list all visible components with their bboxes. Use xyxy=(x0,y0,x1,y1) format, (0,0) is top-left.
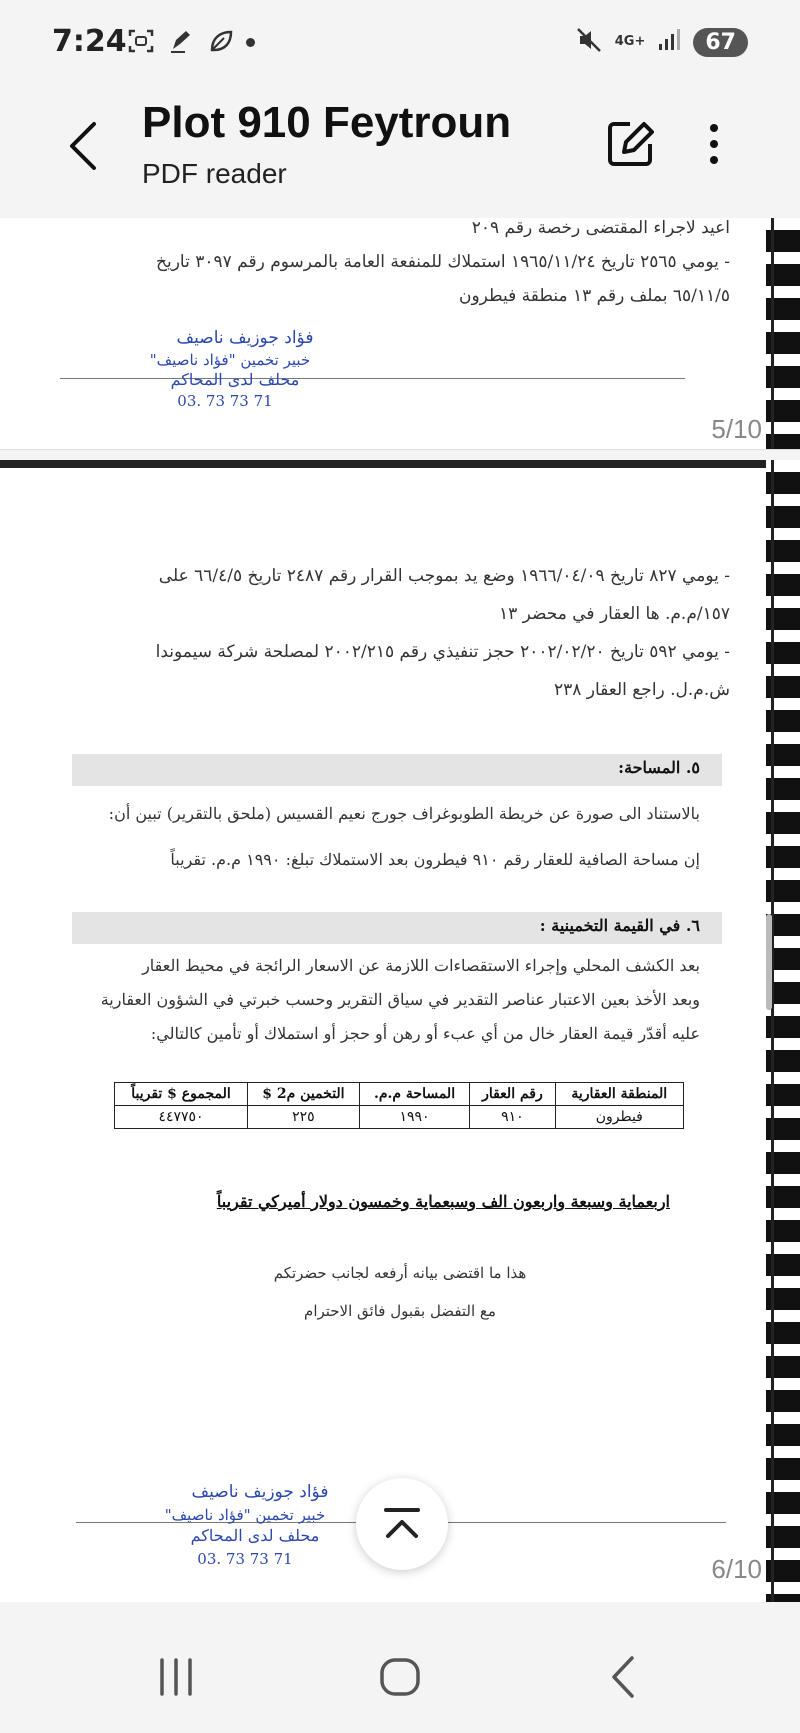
signal-icon xyxy=(657,28,681,56)
mute-icon xyxy=(575,26,603,58)
section5-bullet: إن مساحة الصافية للعقار رقم ٩١٠ فيطرون بعد الاستملاك تبلغ: ١٩٩٠ م.م. تقريباً xyxy=(170,850,700,869)
back-button[interactable] xyxy=(64,116,104,176)
table-row xyxy=(115,1106,684,1129)
signature-title: خبير تخمين "فؤاد ناصيف" xyxy=(149,351,311,369)
notification-dot-icon xyxy=(246,38,255,47)
screenshot-icon xyxy=(128,28,154,54)
signature-phone: 03. 73 73 71 xyxy=(197,1550,293,1568)
signature-name: فؤاد جوزيف ناصيف xyxy=(191,1482,329,1502)
system-nav-bar xyxy=(0,1618,800,1733)
table-cell: ١٩٩٠ xyxy=(359,1106,469,1129)
page5-line: اعيد لاجراء المقتضى رخصة رقم ٢٠٩ xyxy=(471,218,730,238)
section6-title: ٦. في القيمة التخمينية : xyxy=(539,916,700,935)
pdf-page-6 xyxy=(0,460,800,1602)
signature-name: فؤاد جوزيف ناصيف xyxy=(176,328,314,348)
more-options-button[interactable] xyxy=(700,122,728,166)
page6-line: - يومي ٨٢٧ تاريخ ١٩٦٦/٠٤/٠٩ وضع يد بموجب القرار رقم ٢٤٨٧ تاريخ ٦٦/٤/٥ على xyxy=(158,566,730,586)
signature-title: خبير تخمين "فؤاد ناصيف" xyxy=(164,1506,326,1524)
scroll-to-top-button[interactable] xyxy=(356,1478,448,1570)
recent-apps-icon xyxy=(148,1652,204,1702)
table-header: المجموع $ تقريباً xyxy=(115,1083,248,1106)
closing-line: مع التفضل بقبول فائق الاحترام xyxy=(304,1302,496,1320)
page6-line: - يومي ٥٩٢ تاريخ ٢٠٠٢/٠٢/٢٠ حجز تنفيذي رقم ٢٠٠٢/٢١٥ لمصلحة شركة سيموندا xyxy=(155,642,730,662)
page-number: 5/10 xyxy=(711,414,762,444)
home-icon xyxy=(372,1652,428,1702)
scroll-top-icon xyxy=(382,1506,422,1542)
closing-line: هذا ما اقتضى بيانه أرفعه لجانب حضرتكم xyxy=(273,1264,527,1282)
recent-apps-button[interactable] xyxy=(148,1652,204,1702)
table-header: المنطقة العقارية xyxy=(555,1083,683,1106)
system-back-button[interactable] xyxy=(596,1652,652,1702)
table-cell: ٤٤٧٧٥٠ xyxy=(115,1106,248,1129)
estimate-table xyxy=(114,1082,684,1129)
table-header: رقم العقار xyxy=(470,1083,555,1106)
spiral-binding xyxy=(766,460,800,1602)
edit-button[interactable] xyxy=(604,116,654,170)
pdf-page-5 xyxy=(0,218,800,450)
document-title: Plot 910 Feytroun xyxy=(142,98,512,147)
status-bar xyxy=(0,0,800,86)
status-time: 7:24 xyxy=(52,24,127,59)
table-cell: ٢٢٥ xyxy=(248,1106,360,1129)
page5-line: ٦٥/١١/٥ بملف رقم ١٣ منطقة فيطرون xyxy=(458,286,730,306)
network-type: 4G+ xyxy=(614,34,646,49)
leaf-icon xyxy=(208,28,234,54)
back-arrow-icon xyxy=(64,116,104,176)
signature-court: محلف لدى المحاكم xyxy=(170,370,300,389)
page-top-edge xyxy=(0,460,800,468)
table-header-row xyxy=(115,1083,684,1106)
table-header: التخمين م2 $ xyxy=(248,1083,360,1106)
app-subtitle: PDF reader xyxy=(142,158,287,189)
section6-line: عليه أقدّر قيمة العقار خال من أي عبء أو رهن أو حجز أو استملاك أو تأمين كالتالي: xyxy=(150,1024,700,1043)
battery-indicator: 67 xyxy=(693,28,748,57)
back-icon xyxy=(596,1652,652,1702)
page6-line: ١٥٧/م.م. ها العقار في محضر ١٣ xyxy=(498,604,730,624)
signature-court: محلف لدى المحاكم xyxy=(190,1526,320,1545)
scrollbar-thumb[interactable] xyxy=(766,914,772,1010)
table-cell: فيطرون xyxy=(555,1106,683,1129)
total-in-words: اربعماية وسبعة واربعون الف وسبعماية وخمسون دولار أميركي تقريباً xyxy=(216,1192,670,1211)
table-cell: ٩١٠ xyxy=(470,1106,555,1129)
signature-phone: 03. 73 73 71 xyxy=(177,392,273,410)
spiral-binding xyxy=(766,218,800,449)
status-notification-icons xyxy=(128,28,234,54)
home-button[interactable] xyxy=(372,1652,428,1702)
page6-line: ش.م.ل. راجع العقار ٢٣٨ xyxy=(553,680,730,700)
page5-line: - يومي ٢٥٦٥ تاريخ ١٩٦٥/١١/٢٤ استملاك للمنفعة العامة بالمرسوم رقم ٣٠٩٧ تاريخ xyxy=(156,252,730,272)
pen-icon xyxy=(168,28,194,54)
more-vert-icon xyxy=(700,122,728,166)
table-header: المساحة م.م. xyxy=(359,1083,469,1106)
section6-line: وبعد الأخذ بعين الاعتبار عناصر التقدير في سياق التقرير وحسب خبرتي في الشؤون العقارية xyxy=(100,990,700,1009)
app-header xyxy=(0,86,800,218)
section5-title: ٥. المساحة: xyxy=(618,758,700,777)
page-number: 6/10 xyxy=(711,1554,762,1584)
section5-intro: بالاستناد الى صورة عن خريطة الطوبوغراف جورج نعيم القسيس (ملحق بالتقرير) تبين أن: xyxy=(108,804,700,823)
edit-icon xyxy=(604,116,654,170)
section6-line: بعد الكشف المحلي وإجراء الاستقصاءات اللازمة عن الاسعار الرائجة في محيط العقار xyxy=(142,956,700,975)
